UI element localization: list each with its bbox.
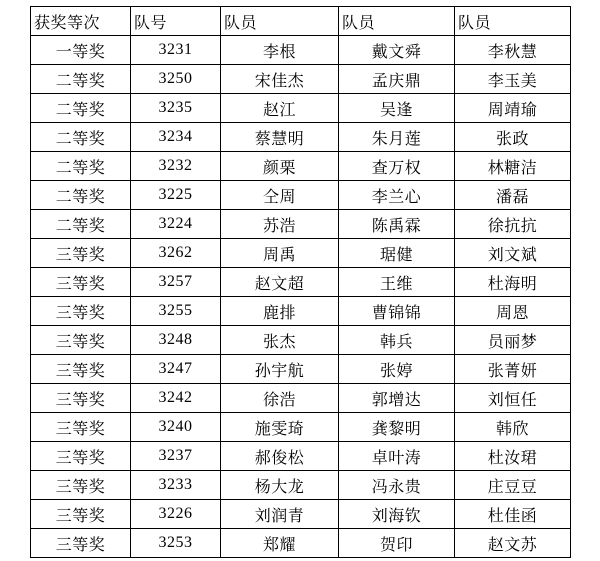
cell-member-2: 曹锦锦 (339, 297, 455, 326)
cell-team-number: 3237 (131, 442, 221, 471)
cell-award-rank: 三等奖 (31, 297, 131, 326)
cell-member-1: 周禹 (221, 239, 339, 268)
cell-member-3: 徐抗抗 (455, 210, 571, 239)
cell-member-1: 郝俊松 (221, 442, 339, 471)
cell-member-2: 孟庆鼎 (339, 65, 455, 94)
table-row (31, 36, 571, 65)
cell-team-number: 3235 (131, 94, 221, 123)
award-winners-table (30, 6, 571, 558)
cell-award-rank: 三等奖 (31, 413, 131, 442)
cell-member-2: 冯永贵 (339, 471, 455, 500)
cell-member-1: 仝周 (221, 181, 339, 210)
cell-member-1: 颜栗 (221, 152, 339, 181)
cell-member-2: 李兰心 (339, 181, 455, 210)
cell-member-2: 张婷 (339, 355, 455, 384)
cell-member-2: 韩兵 (339, 326, 455, 355)
cell-member-1: 杨大龙 (221, 471, 339, 500)
table-header-row-group (31, 7, 571, 36)
column-header-member-1: 队员 (221, 7, 339, 36)
cell-member-2: 王维 (339, 268, 455, 297)
cell-member-2: 陈禹霖 (339, 210, 455, 239)
cell-team-number: 3232 (131, 152, 221, 181)
cell-award-rank: 三等奖 (31, 326, 131, 355)
cell-team-number: 3226 (131, 500, 221, 529)
cell-member-2: 卓叶涛 (339, 442, 455, 471)
cell-award-rank: 二等奖 (31, 94, 131, 123)
cell-member-3: 周恩 (455, 297, 571, 326)
table-row (31, 239, 571, 268)
table-row (31, 123, 571, 152)
cell-award-rank: 一等奖 (31, 36, 131, 65)
cell-member-1: 张杰 (221, 326, 339, 355)
cell-member-2: 刘海钦 (339, 500, 455, 529)
cell-team-number: 3262 (131, 239, 221, 268)
table-row (31, 413, 571, 442)
cell-award-rank: 三等奖 (31, 239, 131, 268)
cell-member-3: 庄豆豆 (455, 471, 571, 500)
cell-member-2: 龚黎明 (339, 413, 455, 442)
cell-member-3: 韩欣 (455, 413, 571, 442)
cell-member-3: 杜海明 (455, 268, 571, 297)
cell-member-3: 潘磊 (455, 181, 571, 210)
cell-award-rank: 三等奖 (31, 384, 131, 413)
cell-award-rank: 三等奖 (31, 500, 131, 529)
cell-member-3: 周靖瑜 (455, 94, 571, 123)
cell-member-1: 孙宇航 (221, 355, 339, 384)
table-row (31, 94, 571, 123)
cell-award-rank: 三等奖 (31, 268, 131, 297)
table-header-row (31, 7, 571, 36)
cell-member-3: 李秋慧 (455, 36, 571, 65)
cell-team-number: 3257 (131, 268, 221, 297)
cell-member-3: 刘文斌 (455, 239, 571, 268)
cell-award-rank: 三等奖 (31, 442, 131, 471)
table-row (31, 355, 571, 384)
cell-member-2: 贺印 (339, 529, 455, 558)
table-row (31, 529, 571, 558)
cell-member-1: 苏浩 (221, 210, 339, 239)
table-row (31, 297, 571, 326)
cell-member-3: 杜汝珺 (455, 442, 571, 471)
cell-member-3: 张政 (455, 123, 571, 152)
cell-award-rank: 二等奖 (31, 123, 131, 152)
cell-team-number: 3250 (131, 65, 221, 94)
cell-team-number: 3255 (131, 297, 221, 326)
cell-member-3: 刘恒任 (455, 384, 571, 413)
cell-member-3: 林糖洁 (455, 152, 571, 181)
cell-team-number: 3231 (131, 36, 221, 65)
cell-award-rank: 二等奖 (31, 65, 131, 94)
column-header-member-3: 队员 (455, 7, 571, 36)
cell-member-2: 戴文舜 (339, 36, 455, 65)
table-row (31, 326, 571, 355)
table-row (31, 210, 571, 239)
cell-award-rank: 三等奖 (31, 355, 131, 384)
cell-award-rank: 三等奖 (31, 529, 131, 558)
cell-member-2: 查万权 (339, 152, 455, 181)
cell-member-3: 李玉美 (455, 65, 571, 94)
table-row (31, 471, 571, 500)
cell-member-1: 李根 (221, 36, 339, 65)
cell-team-number: 3225 (131, 181, 221, 210)
cell-member-2: 朱月莲 (339, 123, 455, 152)
cell-member-3: 员丽梦 (455, 326, 571, 355)
cell-member-1: 鹿排 (221, 297, 339, 326)
cell-member-2: 郭增达 (339, 384, 455, 413)
cell-award-rank: 二等奖 (31, 152, 131, 181)
cell-member-1: 郑耀 (221, 529, 339, 558)
cell-team-number: 3224 (131, 210, 221, 239)
cell-team-number: 3248 (131, 326, 221, 355)
table-row (31, 500, 571, 529)
table-body (31, 36, 571, 558)
cell-team-number: 3233 (131, 471, 221, 500)
table-row (31, 384, 571, 413)
cell-member-1: 赵江 (221, 94, 339, 123)
column-header-member-2: 队员 (339, 7, 455, 36)
column-header-team-number: 队号 (131, 7, 221, 36)
cell-member-1: 宋佳杰 (221, 65, 339, 94)
table-row (31, 181, 571, 210)
table-row (31, 268, 571, 297)
cell-team-number: 3234 (131, 123, 221, 152)
cell-member-2: 琚健 (339, 239, 455, 268)
cell-award-rank: 二等奖 (31, 181, 131, 210)
table-row (31, 65, 571, 94)
cell-team-number: 3240 (131, 413, 221, 442)
cell-member-1: 蔡慧明 (221, 123, 339, 152)
cell-member-3: 张菁妍 (455, 355, 571, 384)
cell-award-rank: 二等奖 (31, 210, 131, 239)
cell-member-1: 施雯琦 (221, 413, 339, 442)
cell-member-3: 赵文苏 (455, 529, 571, 558)
table-row (31, 152, 571, 181)
table-row (31, 442, 571, 471)
cell-member-2: 吴逢 (339, 94, 455, 123)
cell-member-1: 赵文超 (221, 268, 339, 297)
cell-team-number: 3242 (131, 384, 221, 413)
cell-team-number: 3247 (131, 355, 221, 384)
cell-member-3: 杜佳函 (455, 500, 571, 529)
cell-team-number: 3253 (131, 529, 221, 558)
column-header-award-rank: 获奖等次 (31, 7, 131, 36)
cell-award-rank: 三等奖 (31, 471, 131, 500)
cell-member-1: 刘润青 (221, 500, 339, 529)
cell-member-1: 徐浩 (221, 384, 339, 413)
